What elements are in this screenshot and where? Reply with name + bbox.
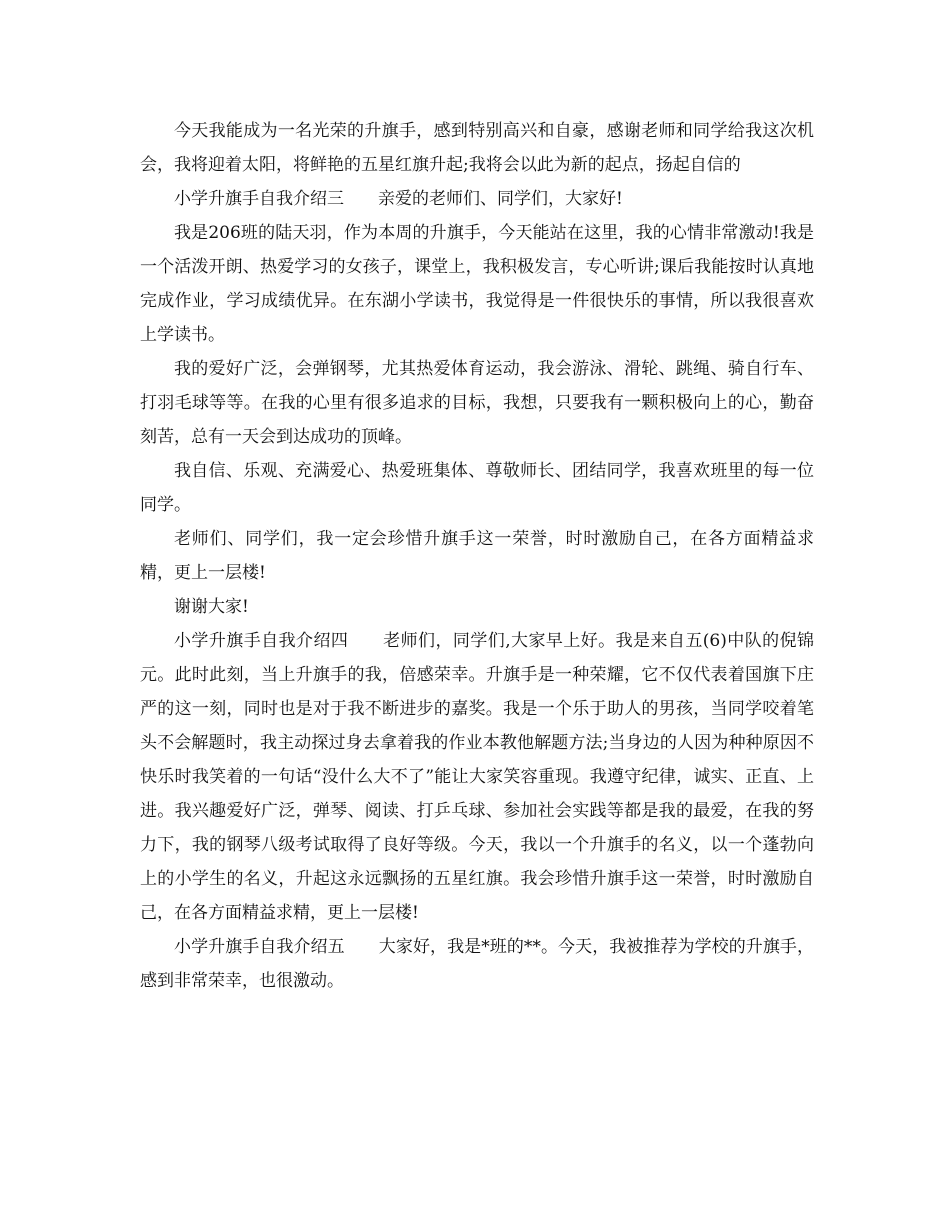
section-intro-five: 小学升旗手自我介绍五 大家好，我是*班的**。今天，我被推荐为学校的升旗手，感到非常荣幸，也很激动。 [140, 937, 814, 991]
paragraph: 我自信、乐观、充满爱心、热爱班集体、尊敬师长、团结同学，我喜欢班里的每一位同学。 [140, 461, 814, 515]
document-body [140, 114, 814, 998]
section-heading-intro-three: 小学升旗手自我介绍三 亲爱的老师们、同学们，大家好! [174, 189, 623, 209]
paragraph: 我是206班的陆天羽，作为本周的升旗手，今天能站在这里，我的心情非常激动!我是一个活泼开朗、热爱学习的女孩子，课堂上，我积极发言，专心听讲;课后我能按时认真地完成作业，学习成绩优异。在东湖小学读书，我觉得是一件很快乐的事情，所以我很喜欢上学读书。 [140, 223, 814, 345]
paragraph: 我的爱好广泛，会弹钢琴，尤其热爱体育运动，我会游泳、滑轮、跳绳、骑自行车、打羽毛球等等。在我的心里有很多追求的目标，我想，只要我有一颗积极向上的心，勤奋刻苦，总有一天会到达成功的顶峰。 [140, 359, 814, 447]
section-intro-four: 小学升旗手自我介绍四 老师们，同学们,大家早上好。我是来自五(6)中队的倪锦元。此时此刻，当上升旗手的我，倍感荣幸。升旗手是一种荣耀，它不仅代表着国旗下庄严的这一刻，同时也是对于我不断进步的嘉奖。我是一个乐于助人的男孩，当同学咬着笔头不会解题时，我主动探过身去拿着我的作业本教他解题方法;当身边的人因为种种原因不快乐时我笑着的一句话“没什么大不了”能让大家笑容重现。我遵守纪律，诚实、正直、上进。我兴趣爱好广泛，弹琴、阅读、打乒乓球、参加社会实践等都是我的最爱，在我的努力下，我的钢琴八级考试取得了良好等级。今天，我以一个升旗手的名义，以一个蓬勃向上的小学生的名义，升起这永远飘扬的五星红旗。我会珍惜升旗手这一荣誉，时时激励自己，在各方面精益求精，更上一层楼! [140, 631, 814, 923]
paragraph-thanks: 谢谢大家! [174, 597, 249, 617]
paragraph: 老师们、同学们，我一定会珍惜升旗手这一荣誉，时时激励自己，在各方面精益求精，更上一层楼! [140, 529, 814, 583]
paragraph: 今天我能成为一名光荣的升旗手，感到特别高兴和自豪，感谢老师和同学给我这次机会，我将迎着太阳，将鲜艳的五星红旗升起;我将会以此为新的起点，扬起自信的 [140, 121, 814, 175]
